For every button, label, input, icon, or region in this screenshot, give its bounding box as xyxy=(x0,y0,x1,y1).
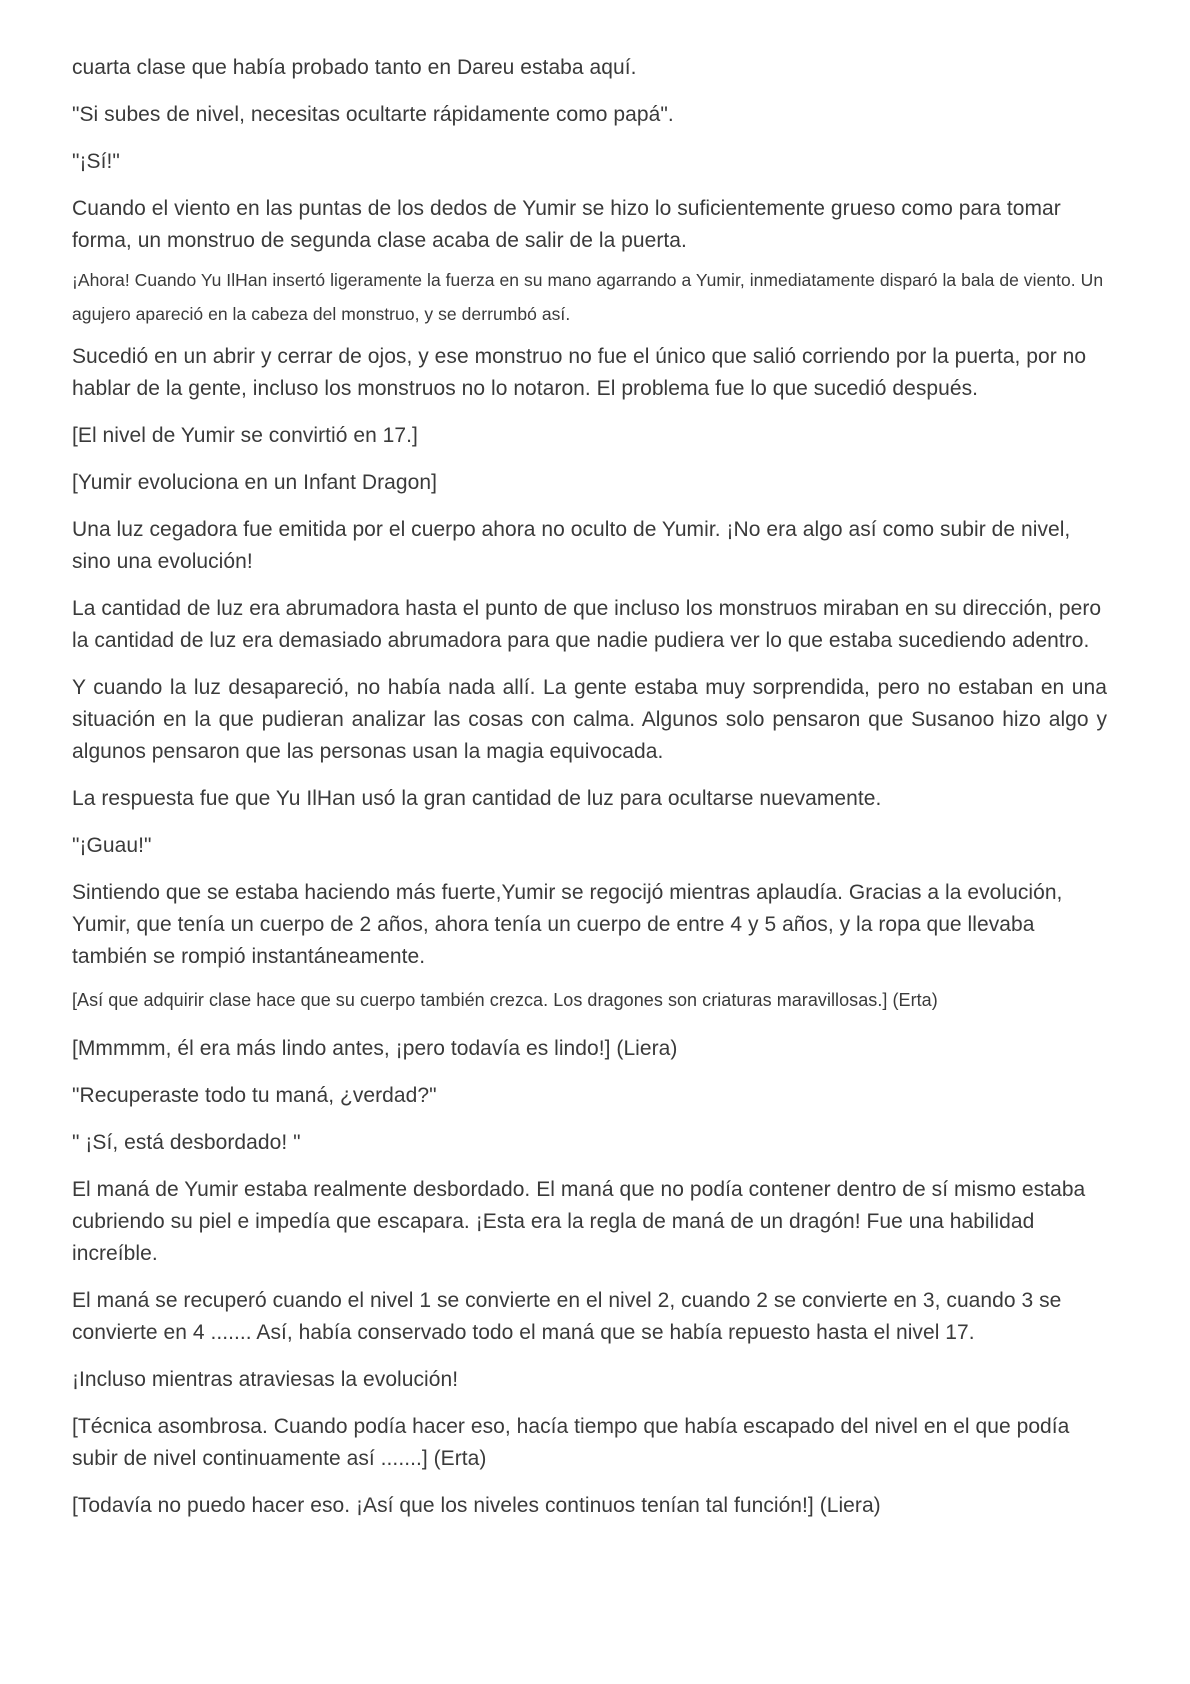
paragraph: "¡Sí!" xyxy=(72,150,120,173)
paragraph: "Recuperaste todo tu maná, ¿verdad?" xyxy=(72,1084,437,1107)
paragraph: Sintiendo que se estaba haciendo más fuerte,Yumir se regocijó mientras aplaudía. Gracias a la evolución, Yumir, que tenía un cuerpo de 2 años, ahora tenía un cuerpo de entre 4 y 5 años, y la ropa que llevaba también se rompió instantáneamente. xyxy=(72,881,1063,968)
document-page xyxy=(72,52,1107,1522)
paragraph: Una luz cegadora fue emitida por el cuerpo ahora no oculto de Yumir. ¡No era algo así como subir de nivel, sino una evolución! xyxy=(72,518,1071,573)
paragraph: El maná se recuperó cuando el nivel 1 se convierte en el nivel 2, cuando 2 se convierte en 3, cuando 3 se convierte en 4 ....... Así, había conservado todo el maná que se había repuesto hasta el nivel 17. xyxy=(72,1289,1062,1344)
paragraph: El maná de Yumir estaba realmente desbordado. El maná que no podía contener dentro de sí mismo estaba cubriendo su piel e impedía que escapara. ¡Esta era la regla de maná de un dragón! Fue una habilidad increíble. xyxy=(72,1178,1086,1265)
paragraph: La respuesta fue que Yu IlHan usó la gran cantidad de luz para ocultarse nuevamente. xyxy=(72,787,882,810)
paragraph: [Mmmmm, él era más lindo antes, ¡pero todavía es lindo!] (Liera) xyxy=(72,1037,678,1060)
paragraph: "Si subes de nivel, necesitas ocultarte rápidamente como papá". xyxy=(72,103,674,126)
paragraph: [Técnica asombrosa. Cuando podía hacer eso, hacía tiempo que había escapado del nivel en el que podía subir de nivel continuamente así .......] (Erta) xyxy=(72,1415,1070,1470)
paragraph: " ¡Sí, está desbordado! " xyxy=(72,1131,301,1154)
paragraph: [Todavía no puedo hacer eso. ¡Así que los niveles continuos tenían tal función!] (Liera) xyxy=(72,1494,881,1517)
paragraph: [Yumir evoluciona en un Infant Dragon] xyxy=(72,471,437,494)
paragraph: [Así que adquirir clase hace que su cuerpo también crezca. Los dragones son criaturas maravillosas.] (Erta) xyxy=(72,990,938,1010)
paragraph: ¡Ahora! Cuando Yu IlHan insertó ligeramente la fuerza en su mano agarrando a Yumir, inmediatamente disparó la bala de viento. Un agujero apareció en la cabeza del monstruo, y se derrumbó así. xyxy=(72,270,1104,324)
paragraph: [El nivel de Yumir se convirtió en 17.] xyxy=(72,424,418,447)
paragraph: "¡Guau!" xyxy=(72,834,152,857)
paragraph: Y cuando la luz desapareció, no había nada allí. La gente estaba muy sorprendida, pero no estaban en una situación en la que pudieran analizar las cosas con calma. Algunos solo pensaron que Susanoo hizo algo y algunos pensaron que las personas usan la magia equivocada. xyxy=(72,676,1107,763)
paragraph: cuarta clase que había probado tanto en Dareu estaba aquí. xyxy=(72,56,637,79)
paragraph: Cuando el viento en las puntas de los dedos de Yumir se hizo lo suficientemente grueso como para tomar forma, un monstruo de segunda clase acaba de salir de la puerta. xyxy=(72,197,1061,252)
paragraph: ¡Incluso mientras atraviesas la evolución! xyxy=(72,1368,459,1391)
paragraph: La cantidad de luz era abrumadora hasta el punto de que incluso los monstruos miraban en su dirección, pero la cantidad de luz era demasiado abrumadora para que nadie pudiera ver lo que estaba sucediendo adentro. xyxy=(72,597,1102,652)
paragraph: Sucedió en un abrir y cerrar de ojos, y ese monstruo no fue el único que salió corriendo por la puerta, por no hablar de la gente, incluso los monstruos no lo notaron. El problema fue lo que sucedió después. xyxy=(72,345,1087,400)
